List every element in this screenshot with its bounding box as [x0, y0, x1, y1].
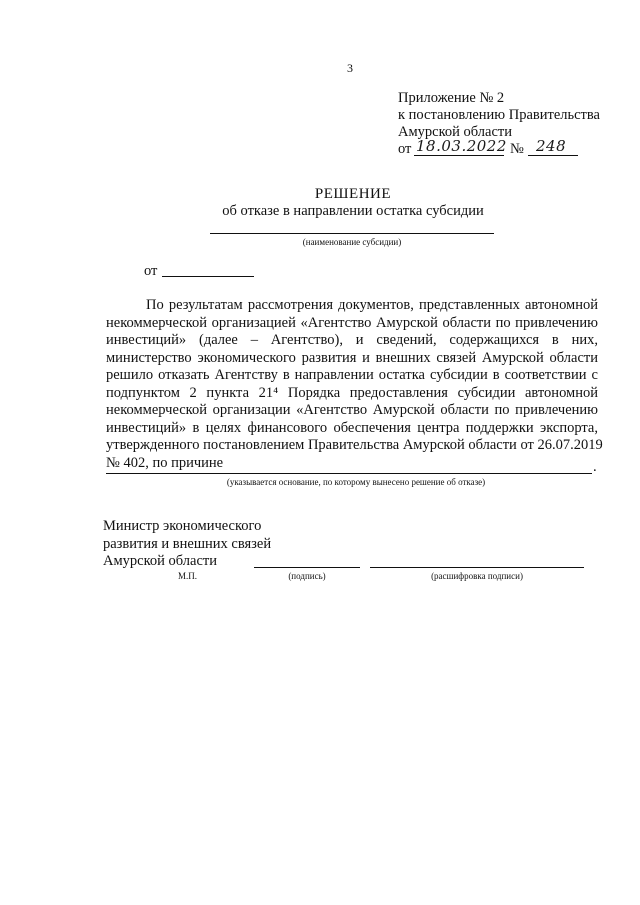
body-line-3: инвестиций» (далее – Агентство), и сведений, содержащихся в них, — [106, 332, 598, 348]
decoding-caption: (расшифровка подписи) — [431, 571, 523, 581]
body-line-2: некоммерческой организацией «Агентство Амурской области по привлечению — [106, 314, 598, 331]
body-line-10: № 402, по причине — [106, 454, 224, 471]
signature-caption: (подпись) — [288, 571, 326, 581]
subsidy-name-line — [210, 233, 494, 234]
signature-line — [254, 567, 360, 568]
handwritten-number: 248 — [536, 137, 567, 155]
subsidy-name-caption: (наименование субсидии) — [302, 237, 402, 247]
document-title: РЕШЕНИЕ — [314, 186, 392, 202]
body-line-4: министерство экономического развития и внешних связей Амурской области — [106, 349, 598, 366]
reason-end-period: . — [593, 459, 597, 475]
number-underline — [528, 155, 578, 156]
body-line-5: решило отказать Агентству в направлении остатка субсидии в соответствии с — [106, 367, 598, 383]
stamp-caption: М.П. — [178, 571, 198, 581]
document-subtitle: об отказе в направлении остатка субсидии — [222, 203, 484, 219]
from-date-line — [162, 276, 254, 277]
signature-decoding-line — [370, 567, 584, 568]
reason-line — [106, 473, 592, 474]
signatory-line-2: развития и внешних связей — [103, 535, 272, 552]
body-line-8: инвестиций» в целях финансового обеспечения центра поддержки экспорта, — [106, 419, 598, 436]
body-line-7: некоммерческой организации «Агентство Амурской области по привлечению — [106, 402, 598, 418]
date-underline — [414, 155, 504, 156]
signatory-line-1: Министр экономического — [103, 518, 262, 534]
page-number: 3 — [347, 61, 353, 75]
body-line-1: По результатам рассмотрения документов, представленных автономной — [146, 297, 598, 313]
reason-caption: (указывается основание, по которому вынесено решение об отказе) — [226, 477, 486, 487]
body-paragraph — [106, 297, 603, 472]
handwritten-date: 18.03.2022 — [416, 137, 507, 155]
appendix-block — [398, 90, 638, 159]
date-prefix: от — [398, 141, 412, 157]
body-line-9: утвержденного постановлением Правительства Амурской области от 26.07.2019 — [106, 437, 603, 453]
appendix-line-2: к постановлению Правительства — [398, 107, 600, 123]
number-prefix: № — [510, 141, 524, 157]
signatory-block — [103, 518, 271, 571]
body-line-6: подпунктом 2 пункта 21⁴ Порядка предоставления субсидии автономной — [106, 384, 598, 401]
appendix-line-3: Амурской области — [398, 124, 512, 140]
signatory-line-3: Амурской области — [103, 553, 217, 569]
from-label: от — [144, 263, 158, 279]
appendix-date-line — [398, 137, 638, 159]
appendix-line-1: Приложение № 2 — [398, 90, 505, 106]
